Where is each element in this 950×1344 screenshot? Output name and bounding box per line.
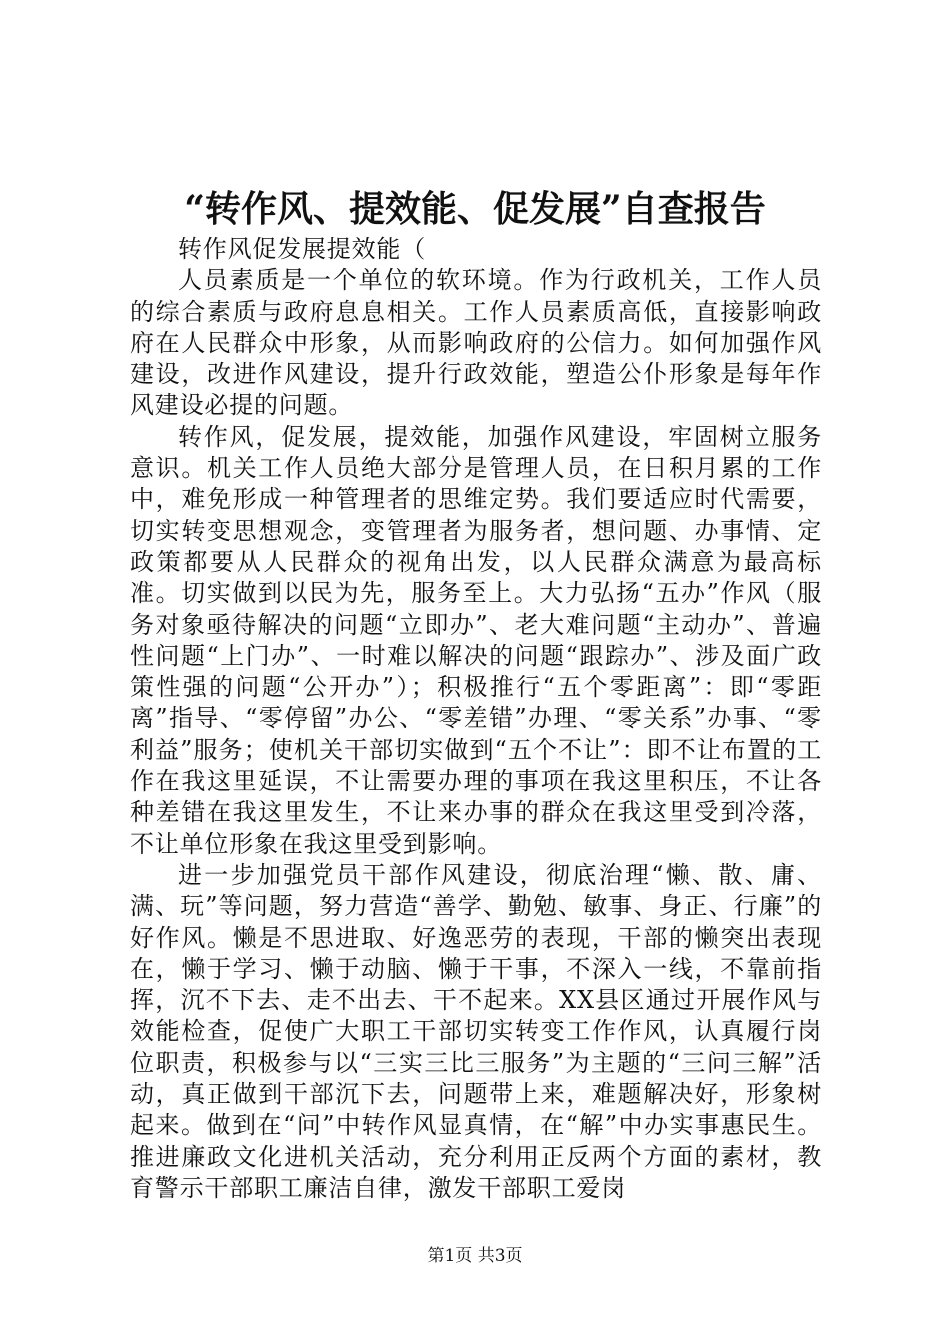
document-body [130,234,822,1204]
paragraph-personnel-quality: 人员素质是一个单位的软环境。作为行政机关，工作人员的综合素质与政府息息相关。工作人员素质高低，直接影响政府在人民群众中形象，从而影响政府的公信力。如何加强作风建设，改进作风建设，提升行政效能，塑造公仆形象是每年作风建设必提的问题。 [130,266,822,420]
page-footer: 第1页 共3页 [427,1246,523,1266]
paragraph-service-awareness: 转作风，促发展，提效能，加强作风建设，牢固树立服务意识。机关工作人员绝大部分是管理人员，在日积月累的工作中，难免形成一种管理者的思维定势。我们要适应时代需要，切实转变思想观念，变管理者为服务者，想问题、办事情、定政策都要从人民群众的视角出发，以人民群众满意为最高标准。切实做到以民为先，服务至上。大力弘扬“五办”作风（服务对象亟待解决的问题“立即办”、老大难问题“主动办”、普遍性问题“上门办”、一时难以解决的问题“跟踪办”、涉及面广政策性强的问题“公开办”）；积极推行“五个零距离”：即“零距离”指导、“零停留”办公、“零差错”办理、“零关系”办事、“零利益”服务；使机关干部切实做到“五个不让”：即不让布置的工作在我这里延误，不让需要办理的事项在我这里积压，不让各种差错在我这里发生，不让来办事的群众在我这里受到冷落，不让单位形象在我这里受到影响。 [130,422,822,858]
paragraph-intro: 转作风促发展提效能（ [178,235,426,263]
document-title: “转作风、提效能、促发展”自查报告 [184,188,766,230]
paragraph-cadre-style: 进一步加强党员干部作风建设，彻底治理“懒、散、庸、满、玩”等问题，努力营造“善学、勤勉、敏事、身正、行廉”的好作风。懒是不思进取、好逸恶劳的表现，干部的懒突出表现在，懒于学习、懒于动脑、懒于干事，不深入一线，不靠前指挥，沉不下去、走不出去、干不起来。XX县区通过开展作风与效能检查，促使广大职工干部切实转变工作作风，认真履行岗位职责，积极参与以“三实三比三服务”为主题的“三问三解”活动，真正做到干部沉下去，问题带上来，难题解决好，形象树起来。做到在“问”中转作风显真情，在“解”中办实事惠民生。推进廉政文化进机关活动，充分利用正反两个方面的素材，教育警示干部职工廉洁自律，激发干部职工爱岗 [130,860,822,1202]
